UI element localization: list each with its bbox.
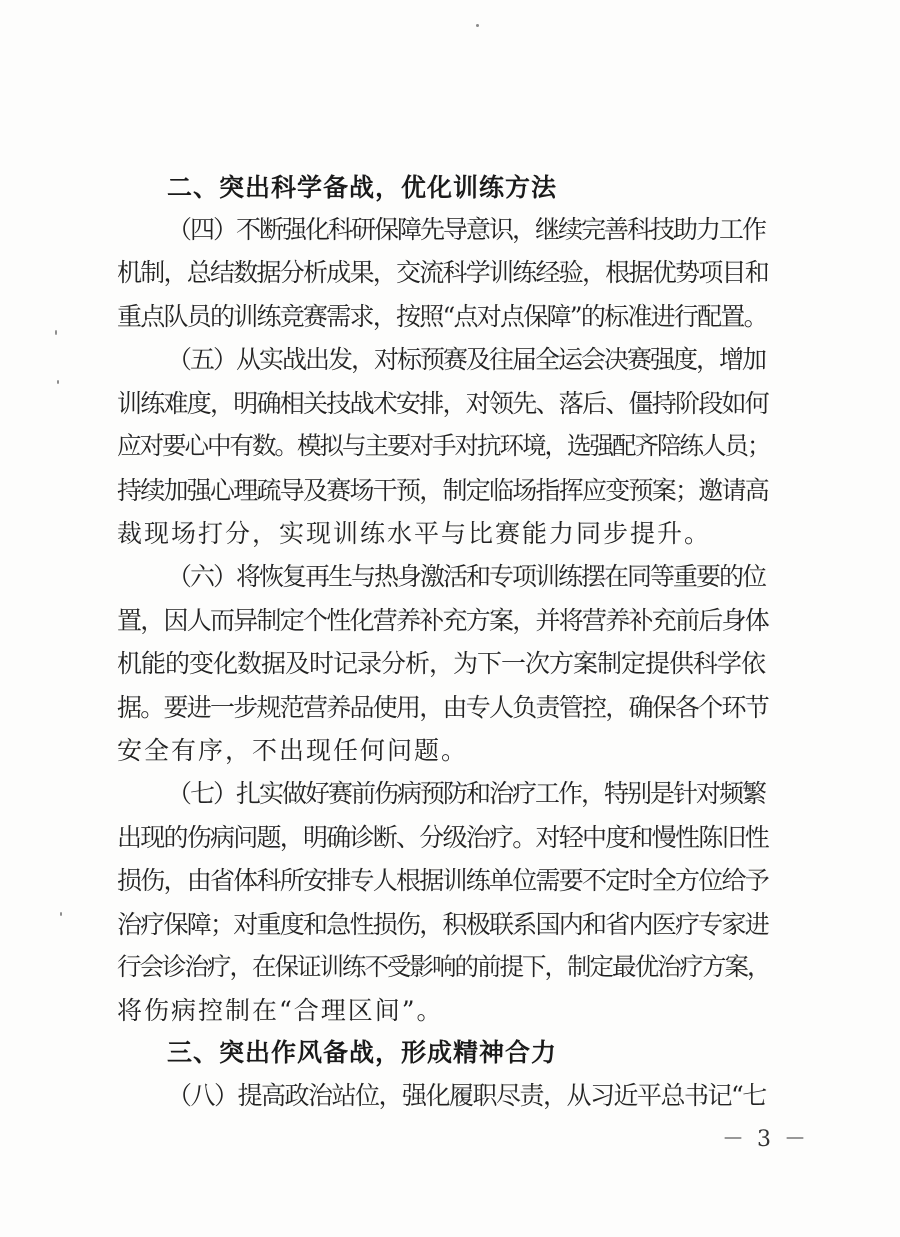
section-heading-3: 三、突出作风备战，形成精神合力 [167,1038,558,1067]
paragraph-7-line-3: 损伤，由省体科所安排专人根据训练单位需要不定时全方位给予 [117,866,769,895]
paragraph-5-line-1: （五）从实战出发，对标预赛及往届全运会决赛强度，增加 [167,345,766,374]
paragraph-5-line-5: 裁现场打分，实现训练水平与比赛能力同步提升。 [117,519,712,548]
paragraph-5-line-3: 应对要心中有数。模拟与主要对手对抗环境，选强配齐陪练人员； [117,431,770,460]
paragraph-7-line-6: 将伤病控制在“合理区间”。 [117,996,444,1025]
paragraph-4-line-2: 机制，总结数据分析成果，交流科学训练经验，根据优势项目和 [117,258,769,287]
paragraph-6-line-1: （六）将恢复再生与热身激活和专项训练摆在同等重要的位 [167,562,766,591]
scan-speck [57,380,59,384]
section-heading-2: 二、突出科学备战，优化训练方法 [167,173,558,202]
paragraph-5-line-4: 持续加强心理疏导及赛场干预，制定临场指挥应变预案；邀请高 [117,476,769,505]
paragraph-4-line-3: 重点队员的训练竞赛需求，按照“点对点保障”的标准进行配置。 [117,302,767,331]
paragraph-4-line-1: （四）不断强化科研保障先导意识，继续完善科技助力工作 [167,215,766,244]
paragraph-7-line-5: 行会诊治疗，在保证训练不受影响的前提下，制定最优治疗方案， [117,952,770,981]
page-number: － 3 － [722,1127,809,1152]
paragraph-7-line-1: （七）扎实做好赛前伤病预防和治疗工作，特别是针对频繁 [167,779,766,808]
paragraph-8-line-1: （八）提高政治站位，强化履职尽责，从习近平总书记“七 [167,1081,766,1110]
paragraph-6-line-2: 置，因人而异制定个性化营养补充方案，并将营养补充前后身体 [117,606,769,635]
paragraph-6-line-3: 机能的变化数据及时记录分析，为下一次方案制定提供科学依 [117,649,766,678]
scan-speck [476,24,479,27]
paragraph-7-line-4: 治疗保障；对重度和急性损伤，积极联系国内和省内医疗专家进 [117,910,769,939]
scan-speck [60,912,62,916]
paragraph-5-line-2: 训练难度，明确相关技战术安排，对领先、落后、僵持阶段如何 [117,389,769,418]
paragraph-6-line-5: 安全有序，不出现任何问题。 [117,736,469,765]
paragraph-6-line-4: 据。要进一步规范营养品使用，由专人负责管控，确保各个环节 [117,693,769,722]
scan-speck [55,330,57,335]
paragraph-7-line-2: 出现的伤病问题，明确诊断、分级治疗。对轻中度和慢性陈旧性 [117,823,769,852]
